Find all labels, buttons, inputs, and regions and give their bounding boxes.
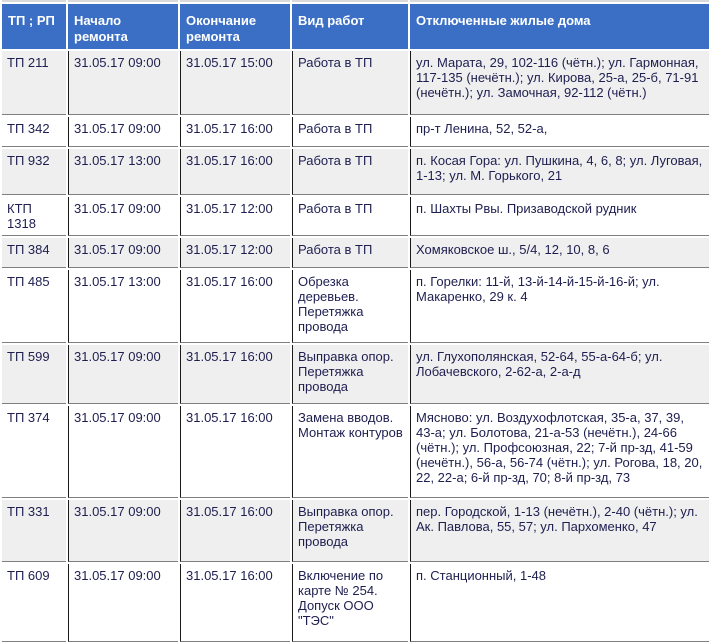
column-header-work: Вид работ	[292, 4, 408, 49]
substation-id-cell: ТП 211	[2, 51, 66, 115]
substation-id-cell: ТП 374	[2, 406, 66, 498]
substation-id-cell: КТП 1318	[2, 197, 66, 236]
table-row	[2, 406, 709, 498]
repair-end-cell: 31.05.17 16:00	[180, 564, 290, 642]
repair-end-cell: 31.05.17 16:00	[180, 149, 290, 195]
work-type-cell: Работа в ТП	[292, 197, 408, 236]
disconnected-houses-cell: пр-т Ленина, 52, 52-а,	[410, 117, 709, 147]
table-row	[2, 238, 709, 268]
table-row	[2, 149, 709, 195]
work-type-cell: Выправка опор. Перетяжка провода	[292, 500, 408, 562]
repair-end-cell: 31.05.17 16:00	[180, 117, 290, 147]
work-type-cell: Работа в ТП	[292, 238, 408, 268]
table-row	[2, 500, 709, 562]
disconnected-houses-cell: Хомяковское ш., 5/4, 12, 10, 8, 6	[410, 238, 709, 268]
column-header-houses: Отключенные жилые дома	[410, 4, 709, 49]
repair-end-cell: 31.05.17 16:00	[180, 406, 290, 498]
repair-start-cell: 31.05.17 09:00	[68, 117, 178, 147]
repair-start-cell: 31.05.17 09:00	[68, 564, 178, 642]
work-type-cell: Работа в ТП	[292, 117, 408, 147]
work-type-cell: Работа в ТП	[292, 149, 408, 195]
work-type-cell: Работа в ТП	[292, 51, 408, 115]
work-type-cell: Выправка опор. Перетяжка провода	[292, 345, 408, 404]
work-type-cell: Обрезка деревьев. Перетяжка провода	[292, 270, 408, 343]
disconnected-houses-cell: п. Косая Гора: ул. Пушкина, 4, 6, 8; ул. Луговая, 1-13; ул. М. Горького, 21	[410, 149, 709, 195]
disconnected-houses-cell: ул. Глухополянская, 52-64, 55-а-64-б; ул. Лобачевского, 2-62-а, 2-а-д	[410, 345, 709, 404]
table-row	[2, 564, 709, 642]
repair-start-cell: 31.05.17 09:00	[68, 197, 178, 236]
disconnected-houses-cell: Мясново: ул. Воздухофлотская, 35-а, 37, 39, 43-а; ул. Болотова, 21-а-53 (нечётн.), 24-66 (чётн.); ул. Профсоюзная, 22; 7-й пр-зд, 41-59 (нечётн.), 56-а, 56-74 (чётн.); ул. Рогова, 18, 20, 22, 22-а; 6-й пр-зд, 70; 8-й пр-зд, 73	[410, 406, 709, 498]
substation-id-cell: ТП 384	[2, 238, 66, 268]
disconnected-houses-cell: пер. Городской, 1-13 (нечётн.), 2-40 (чётн.); ул. Ак. Павлова, 55, 57; ул. Пархоменко, 47	[410, 500, 709, 562]
repair-start-cell: 31.05.17 13:00	[68, 270, 178, 343]
table-row	[2, 345, 709, 404]
disconnected-houses-cell: ул. Марата, 29, 102-116 (чётн.); ул. Гармонная, 117-135 (нечётн.); ул. Кирова, 25-а, 25-б, 71-91 (нечётн.); ул. Замочная, 92-112 (чётн.)	[410, 51, 709, 115]
repair-end-cell: 31.05.17 16:00	[180, 500, 290, 562]
work-type-cell: Замена вводов. Монтаж контуров	[292, 406, 408, 498]
cut-off-row	[2, 0, 709, 2]
repair-end-cell: 31.05.17 12:00	[180, 197, 290, 236]
substation-id-cell: ТП 485	[2, 270, 66, 343]
column-header-tp: ТП ; РП	[2, 4, 66, 49]
repair-end-cell: 31.05.17 15:00	[180, 51, 290, 115]
table-row	[2, 117, 709, 147]
repair-start-cell: 31.05.17 09:00	[68, 238, 178, 268]
disconnected-houses-cell: п. Горелки: 11-й, 13-й-14-й-15-й-16-й; ул. Макаренко, 29 к. 4	[410, 270, 709, 343]
repair-end-cell: 31.05.17 12:00	[180, 238, 290, 268]
repair-start-cell: 31.05.17 09:00	[68, 500, 178, 562]
substation-id-cell: ТП 609	[2, 564, 66, 642]
repair-start-cell: 31.05.17 13:00	[68, 149, 178, 195]
table-row	[2, 270, 709, 343]
table-row	[2, 51, 709, 115]
repair-start-cell: 31.05.17 09:00	[68, 406, 178, 498]
header-row	[2, 4, 709, 49]
repair-end-cell: 31.05.17 16:00	[180, 270, 290, 343]
disconnected-houses-cell: п. Шахты Рвы. Призаводской рудник	[410, 197, 709, 236]
substation-id-cell: ТП 331	[2, 500, 66, 562]
substation-id-cell: ТП 932	[2, 149, 66, 195]
substation-id-cell: ТП 342	[2, 117, 66, 147]
repair-start-cell: 31.05.17 09:00	[68, 51, 178, 115]
column-header-end: Окончание ремонта	[180, 4, 290, 49]
repair-start-cell: 31.05.17 09:00	[68, 345, 178, 404]
substation-id-cell: ТП 599	[2, 345, 66, 404]
repair-end-cell: 31.05.17 16:00	[180, 345, 290, 404]
disconnected-houses-cell: п. Станционный, 1-48	[410, 564, 709, 642]
work-type-cell: Включение по карте № 254. Допуск ООО "ТЭС"	[292, 564, 408, 642]
column-header-start: Начало ремонта	[68, 4, 178, 49]
table-row	[2, 197, 709, 236]
outage-table-body	[2, 51, 709, 642]
